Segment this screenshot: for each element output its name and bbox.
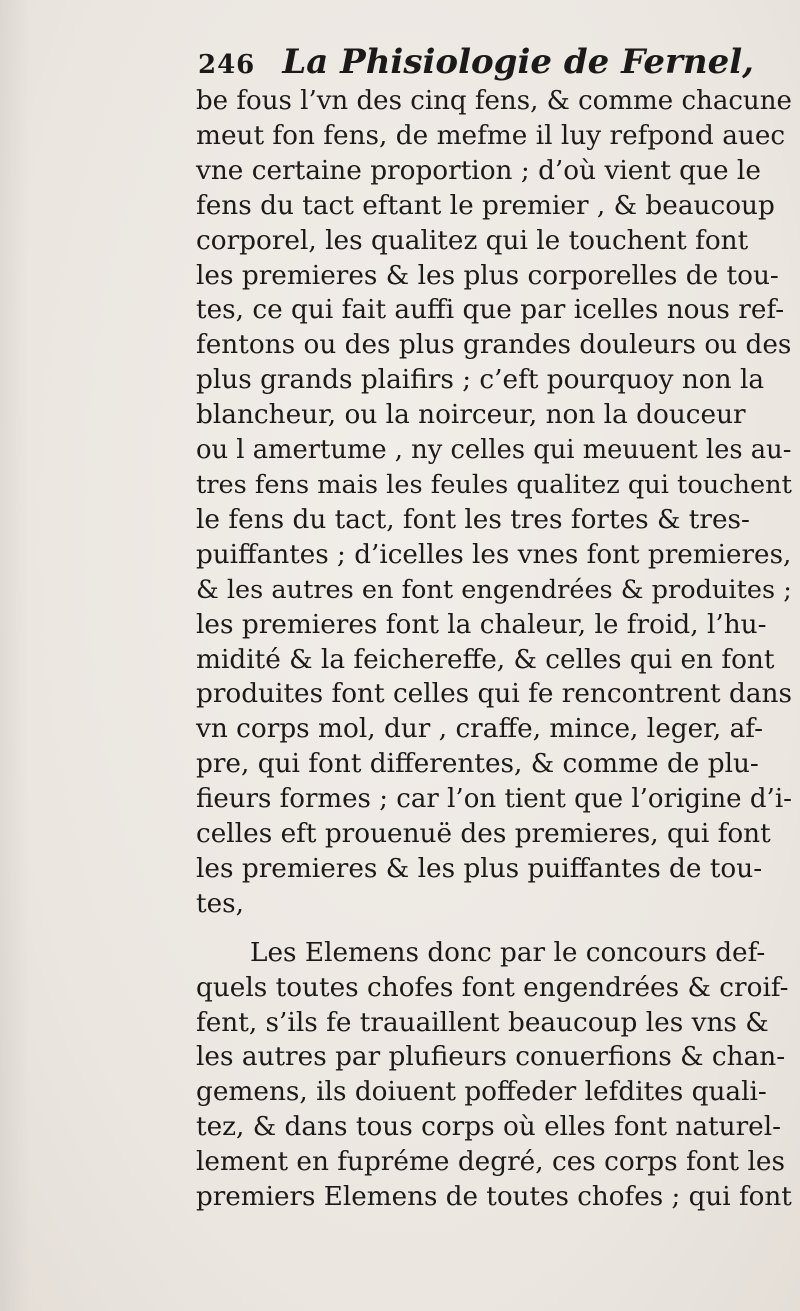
page-edge-shadow: [0, 0, 30, 1311]
text-line: be fous l’vn des cinq fens, & comme chacune: [196, 86, 792, 116]
text-line: les premieres & les plus corporelles de tou-: [196, 260, 779, 291]
text-line: gemens, ils doiuent poffeder lefdites quali-: [196, 1077, 767, 1108]
text-line: fentons ou des plus grandes douleurs ou des: [196, 330, 792, 361]
page-number: 246: [198, 50, 256, 80]
text-line: produites font celles qui fe rencontrent dans: [196, 679, 792, 710]
text-line: plus grands plaifirs ; c’eft pourquoy non la: [196, 365, 765, 396]
text-line: celles eft prouenuë des premieres, qui font: [196, 819, 771, 850]
text-line: vne certaine proportion ; d’où vient que le: [196, 155, 761, 186]
text-line: tez, & dans tous corps où elles font naturel-: [196, 1112, 782, 1143]
text-line: tres fens mais les feules qualitez qui touchent: [196, 469, 792, 500]
body-text: [196, 84, 796, 1215]
text-line: lement en fupréme degré, ces corps font les: [196, 1147, 785, 1178]
text-line: les premieres font la chaleur, le froid, l’hu-: [196, 609, 767, 640]
text-line: quels toutes chofes font engendrées & croif-: [196, 972, 789, 1003]
text-line: Les Elemens donc par le concours def-: [250, 937, 766, 968]
paragraph-gap: [196, 922, 796, 936]
text-line: puiffantes ; d’icelles les vnes font premieres,: [196, 539, 792, 570]
text-line: meut fon fens, de mefme il luy refpond auec: [196, 120, 786, 151]
text-line: fent, s’ils fe trauaillent beaucoup les vns &: [196, 1007, 769, 1038]
paragraph-1: [196, 84, 796, 922]
text-line: les premieres & les plus puiffantes de tou-: [196, 853, 763, 884]
text-line: ou l amertume , ny celles qui meuuent les au-: [196, 435, 792, 466]
page-header: [198, 42, 754, 82]
text-line: & les autres en font engendrées & produites ;: [196, 574, 792, 605]
text-line: le fens du tact, font les tres fortes & tres-: [196, 504, 750, 535]
text-line: premiers Elemens de toutes chofes ; qui font: [196, 1182, 792, 1213]
text-line: blancheur, ou la noirceur, non la douceur: [196, 400, 746, 431]
text-line: fens du tact eftant le premier , & beaucoup: [196, 190, 775, 221]
text-line: tes,: [196, 888, 245, 919]
text-line: les autres par plufieurs conuerfions & chan-: [196, 1042, 786, 1073]
text-line: tes, ce qui fait auffi que par icelles nous ref-: [196, 295, 785, 326]
text-line: corporel, les qualitez qui le touchent font: [196, 225, 749, 256]
text-line: midité & la feichereffe, & celles qui en font: [196, 644, 775, 675]
text-line: fieurs formes ; car l’on tient que l’origine d’i-: [196, 784, 792, 815]
running-title: La Phisiologie de Fernel,: [282, 42, 755, 82]
text-line: pre, qui font differentes, & comme de plu-: [196, 749, 759, 780]
paragraph-2: [196, 936, 796, 1215]
text-line: vn corps mol, dur , craffe, mince, leger, af-: [196, 714, 763, 745]
